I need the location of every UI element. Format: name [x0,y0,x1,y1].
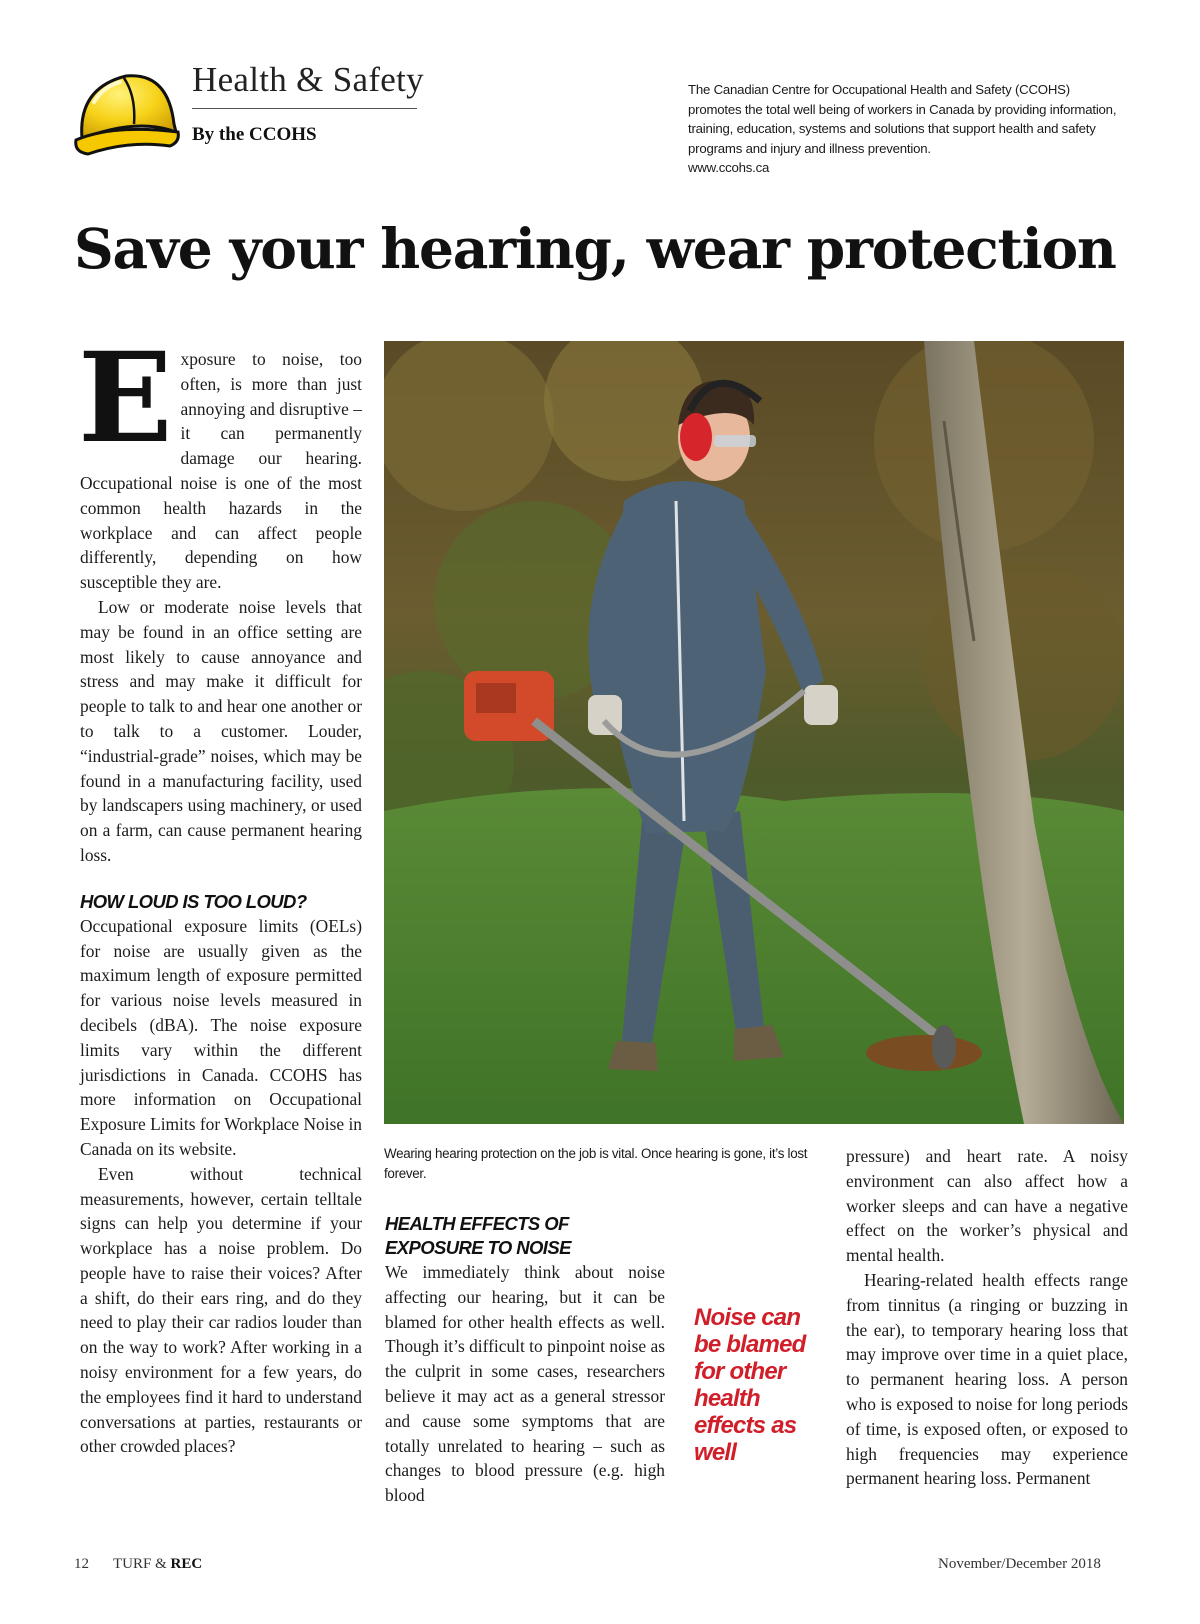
body-paragraph: pressure) and heart rate. A noisy environment can also affect how a worker sleeps and can have a negative effect on the worker’s physical and mental health. [846,1146,1128,1266]
body-paragraph: Low or moderate noise levels that may be found in an office setting are most likely to cause annoyance and stress and may make it difficult for people to talk to and hear one another or to talk to a customer. Louder, “industrial-grade” noises, which may be found in a manufacturing facility, used by landscapers using machinery, or used on a farm, can cause permanent hearing loss. [80,596,362,865]
body-paragraph: Occupational exposure limits (OELs) for noise are usually given as the maximum length of exposure permitted for various noise levels measured in decibels (dBA). The noise exposure limits vary within the different jurisdictions in Canada. CCOHS has more information on Occupational Exposure Limits for Workplace Noise in Canada on its website. [80,915,362,1159]
organization-blurb [688,80,1118,178]
section-heading: HOW LOUD IS TOO LOUD? [80,890,307,912]
intro-text: xposure to noise, too often, is more than just annoying and disruptive – it can permanently damage our hearing. Occupational noise is one of the most common health hazards in the workplace and can affect people differently, depending on how susceptible they are. [80,349,362,593]
magazine-name [113,1556,202,1573]
drop-cap: E [78,326,173,471]
blurb-text: The Canadian Centre for Occupational Health and Safety (CCOHS) promotes the total well being of workers in Canada by providing information, training, education, systems and solutions that support health and safety programs and injury and illness prevention. [688,82,1117,156]
article-column-right [846,1144,1128,1491]
body-paragraph: Hearing-related health effects range from tinnitus (a ringing or buzzing in the ear), to temporary hearing loss that may improve over time in a quiet place, to permanent hearing loss. A person who is exposed to noise for long periods of time, is exposed often, or exposed to high frequencies may experience permanent hearing loss. Permanent [846,1269,1128,1489]
photo-caption: Wearing hearing protection on the job is vital. Once hearing is gone, it’s lost forever. [384,1146,808,1181]
section-title: Health & Safety [192,60,424,99]
page-number: 12 [74,1556,89,1572]
intro-paragraph [78,326,362,595]
magazine-name-suffix: REC [170,1556,203,1572]
article-headline: Save your hearing, wear protection [74,216,1116,281]
section-divider [192,108,417,109]
article-photo [384,341,1124,1124]
article-column-left [78,326,362,1459]
website-link[interactable]: www.ccohs.ca [688,160,770,175]
section-heading: HEALTH EFFECTS OF EXPOSURE TO NOISE [385,1213,571,1258]
byline: By the CCOHS [192,124,317,145]
body-paragraph: Even without technical measurements, however, certain telltale signs can help you determine if your workplace has a noise problem. Do people have to raise their voices? After a shift, do their ears ring, and do they need to play their car radios louder than on the way to work? After working in a noisy environment for a few years, do the employees find it hard to understand conversations at parties, restaurants or other crowded places? [80,1163,362,1457]
issue-date: November/December 2018 [938,1556,1101,1572]
magazine-name-prefix: TURF & [113,1556,167,1572]
pull-quote: Noise can be blamed for other health effects as well [694,1304,806,1466]
hard-hat-icon [74,66,182,164]
body-paragraph: We immediately think about noise affecting our hearing, but it can be blamed for other health effects as well. Though it’s difficult to pinpoint noise as the culprit in some cases, researchers believe it may act as a general stressor and cause some symptoms that are totally unrelated to hearing – such as changes to blood pressure (e.g. high blood [385,1262,665,1506]
article-column-middle [385,1212,665,1508]
